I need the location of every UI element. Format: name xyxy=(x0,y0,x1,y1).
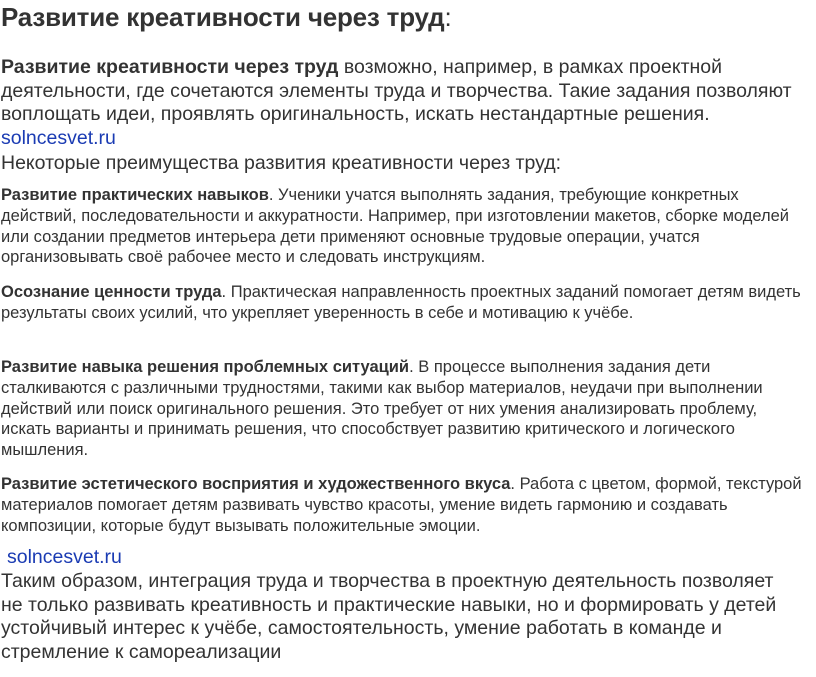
benefit-item-heading: Развитие практических навыков xyxy=(1,186,269,204)
intro-bold-phrase: Развитие креативности через труд xyxy=(1,56,339,78)
benefit-item-heading: Развитие эстетического восприятия и художественного вкуса xyxy=(1,475,511,493)
intro-paragraph xyxy=(1,56,801,150)
benefit-item-practical-skills xyxy=(1,185,811,268)
benefit-item-aesthetic-perception xyxy=(1,474,811,536)
benefit-item-heading: Осознание ценности труда xyxy=(1,283,222,301)
source-link-intro[interactable]: solncesvet.ru xyxy=(1,126,116,149)
page-title-text: Развитие креативности через труд xyxy=(1,2,445,32)
benefit-item-text: . Ученики учатся выполнять задания, требующие конкретных действий, последовательности и аккуратности. Например, при изготовлении макетов, сборке моделей или создании предметов интерьера дети применяют основные трудовые операции, учатся организовывать своё рабочее место и следовать инструкциям. xyxy=(1,186,790,267)
page-title-colon: : xyxy=(444,2,452,32)
page-title xyxy=(1,2,452,33)
benefit-item-text: . Работа с цветом, формой, текстурой материалов помогает детям развивать чувство красоты, умение видеть гармонию и создавать композиции, которые будут вызывать положительные эмоции. xyxy=(1,475,802,535)
source-line xyxy=(7,546,122,570)
benefit-item-value-of-labor xyxy=(1,282,811,324)
benefits-lead: Некоторые преимущества развития креативности через труд: xyxy=(1,152,562,174)
benefit-item-text: . В процессе выполнения задания дети сталкиваются с различными трудностями, такими как выбор материалов, неудачи при выполнении действий или поиск оригинального решения. Это требует от них умения анализировать проблему, искать варианты и принимать решения, что способствует развитию критического и логического мышления. xyxy=(1,358,763,460)
benefit-item-problem-solving xyxy=(1,357,811,461)
benefit-item-text: . Практическая направленность проектных заданий помогает детям видеть результаты своих усилий, что укрепляет уверенность в себе и мотивацию к учёбе. xyxy=(1,283,801,322)
conclusion-paragraph: Таким образом, интеграция труда и творчества в проектную деятельность позволяет не только развивать креативность и практические навыки, но и формировать у детей устойчивый интерес к учёбе, самостоятельность, умение работать в команде и стремление к самореализации xyxy=(1,570,777,663)
intro-text: возможно, например, в рамках проектной деятельности, где сочетаются элементы труда и творчества. Такие задания позволяют воплощать идеи, проявлять оригинальность, искать нестандартные решения. xyxy=(1,56,792,125)
source-link-bottom[interactable]: solncesvet.ru xyxy=(7,546,122,568)
benefit-item-heading: Развитие навыка решения проблемных ситуаций xyxy=(1,358,410,376)
